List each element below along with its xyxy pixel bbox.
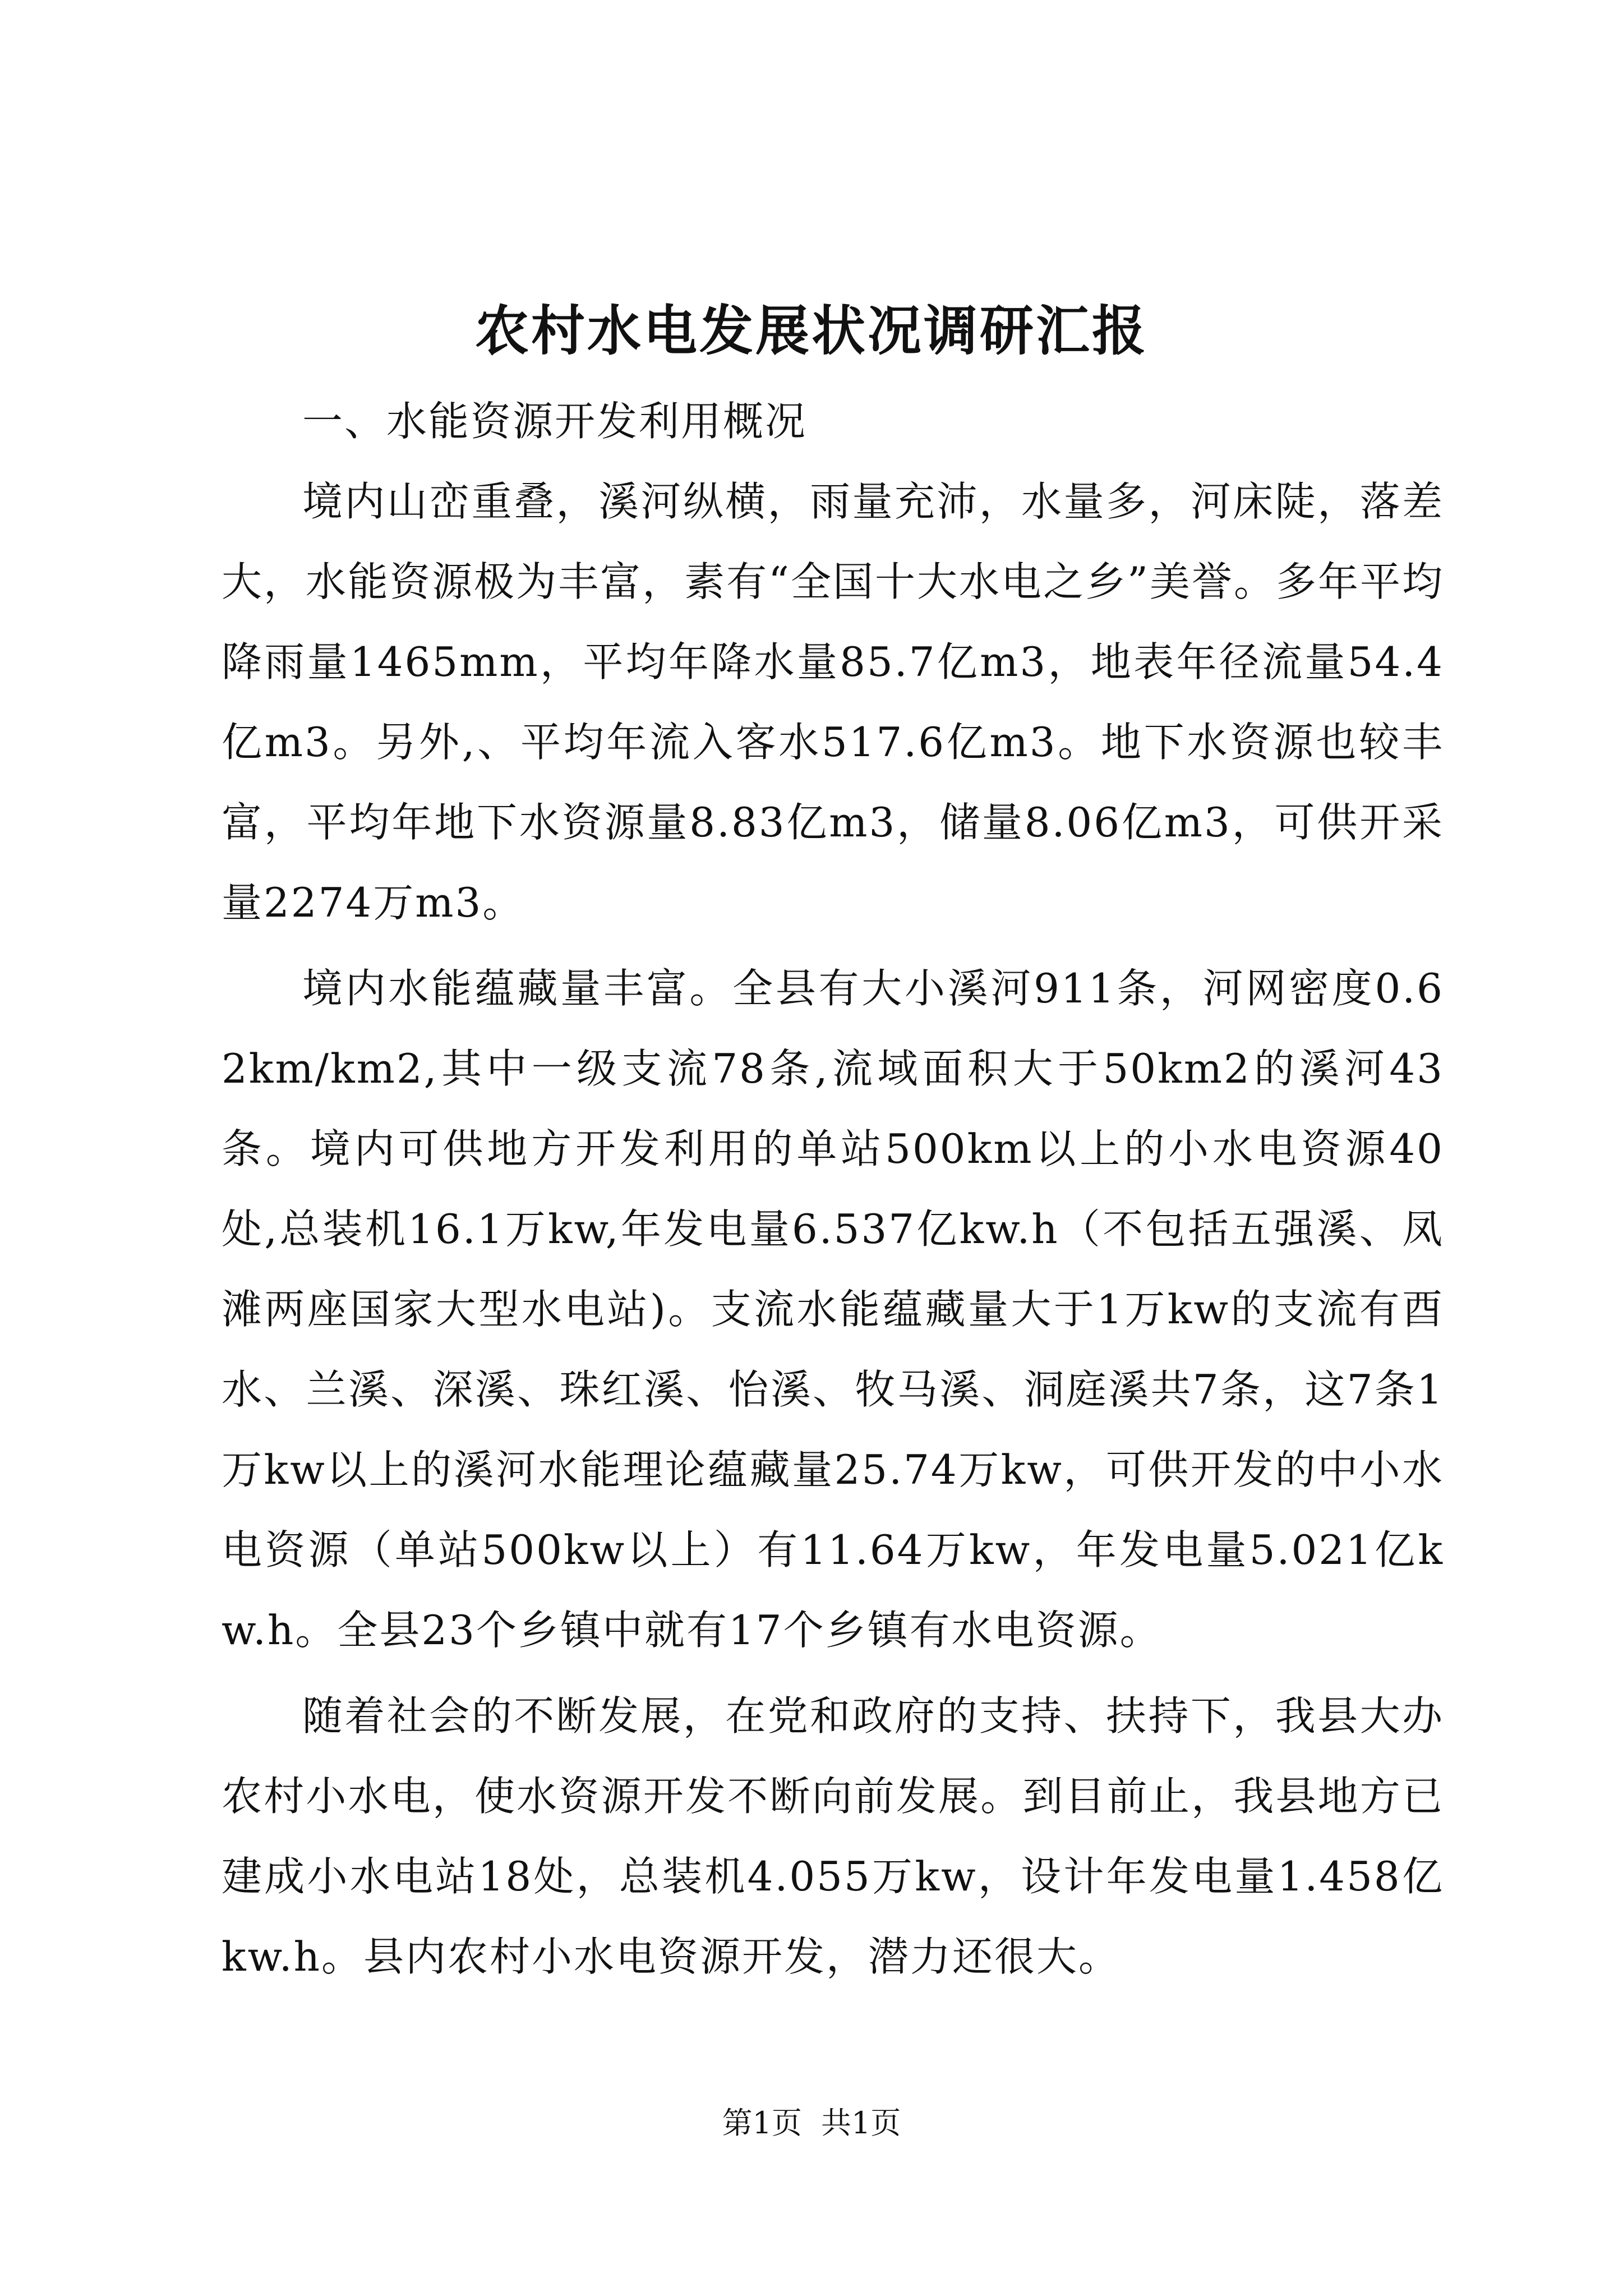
paragraph-hydropower-potential: 境内水能蕴藏量丰富。全县有大小溪河911条，河网密度0.62km/km2,其中一级支流78条,流域面积大于50km2的溪河43条。境内可供地方开发利用的单站500km以上的小水电资源40处,总装机16.1万kw,年发电量6.537亿kw.h（不包括五强溪、凤滩两座国家大型水电站)。支流水能蕴藏量大于1万kw的支流有酉水、兰溪、深溪、珠红溪、怡溪、牧马溪、洞庭溪共7条，这7条1万kw以上的溪河水能理论蕴藏量25.74万kw，可供开发的中小水电资源（单站500kw以上）有11.64万kw，年发电量5.021亿kw.h。全县23个乡镇中就有17个乡镇有水电资源。: [222, 965, 1444, 1654]
document-body: [222, 381, 1444, 2003]
section-heading: 一、水能资源开发利用概况: [302, 398, 808, 445]
page-footer: [0, 2104, 1623, 2143]
paragraph-development-status: 随着社会的不断发展，在党和政府的支持、扶持下，我县大办农村小水电，使水资源开发不断向前发展。到目前止，我县地方已建成小水电站18处，总装机4.055万kw，设计年发电量1.458亿kw.h。县内农村小水电资源开发，潜力还很大。: [222, 1692, 1444, 1980]
page-total: 共1页: [821, 2105, 901, 2141]
page-number: 第1页: [722, 2105, 802, 2141]
paragraph-water-resources: 境内山峦重叠，溪河纵横，雨量充沛，水量多，河床陡，落差大，水能资源极为丰富，素有“全国十大水电之乡”美誉。多年平均降雨量1465mm，平均年降水量85.7亿m3，地表年径流量54.4亿m3。另外,、平均年流入客水517.6亿m3。地下水资源也较丰富，平均年地下水资源量8.83亿m3，储量8.06亿m3，可供开采量2274万m3。: [222, 478, 1444, 926]
document-title: 农村水电发展状况调研汇报: [475, 299, 1148, 362]
